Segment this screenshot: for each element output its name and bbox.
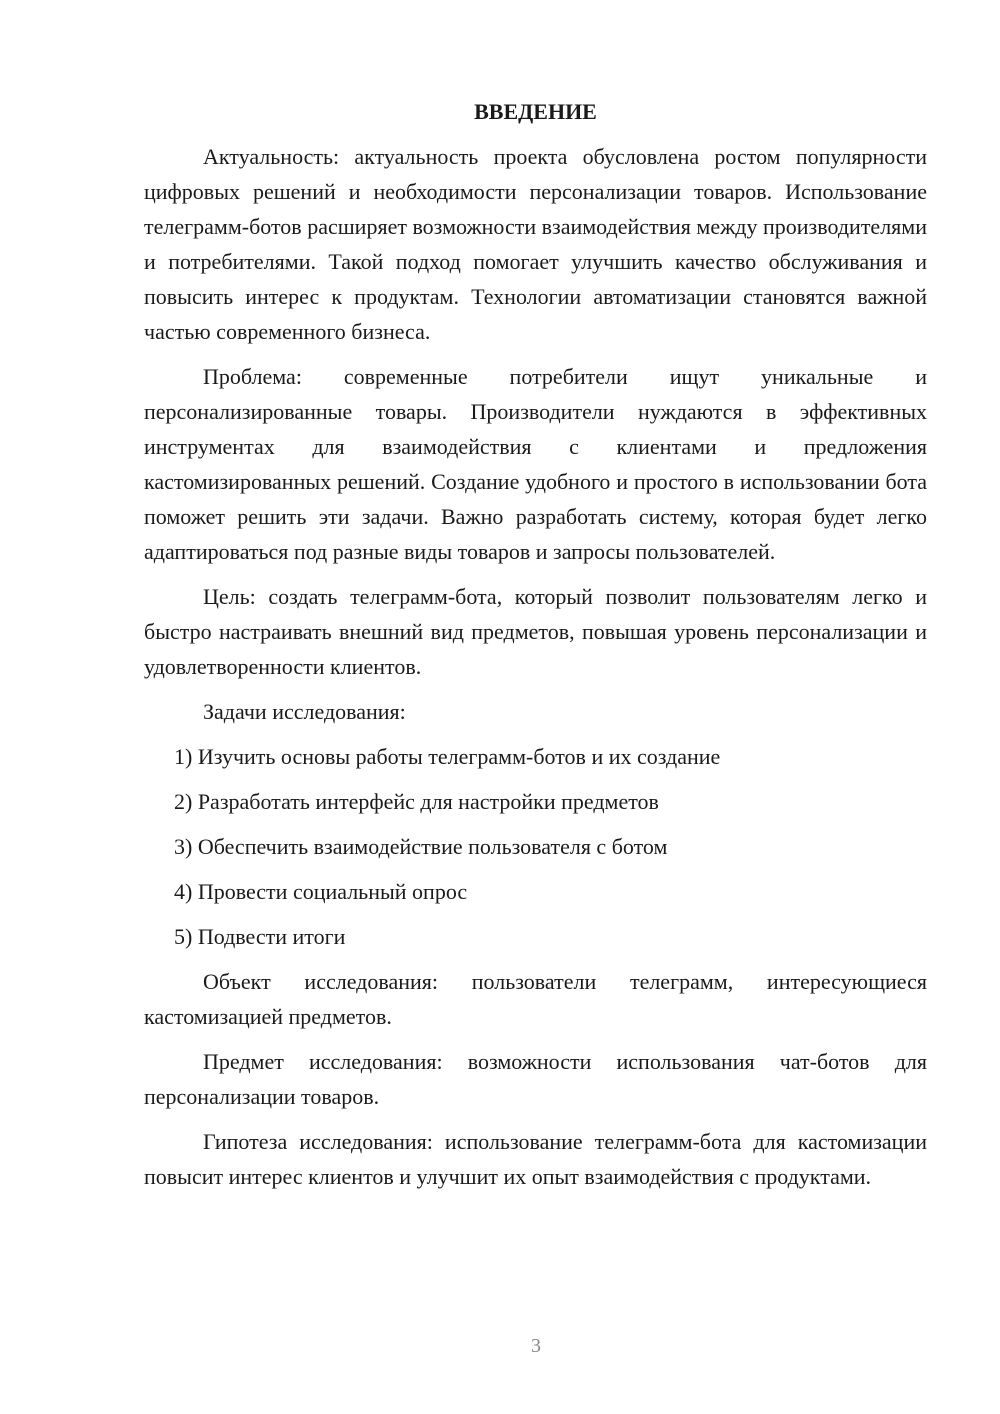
- paragraph-object: Объект исследования: пользователи телеграмм, интересующиеся кастомизацией предметов.: [144, 969, 927, 1029]
- paragraph-problem: Проблема: современные потребители ищут уникальные и персонализированные товары. Производители нуждаются в эффективных инструментах для взаимодействия с клиентами и предложения кастомизированных решений. Создание удобного и простого в использовании бота поможет решить эти задачи. Важно разработать систему, которая будет легко адаптироваться под разные виды товаров и запросы пользователей.: [144, 364, 927, 564]
- paragraph-goal: Цель: создать телеграмм-бота, который позволит пользователям легко и быстро настраивать внешний вид предметов, повышая уровень персонализации и удовлетворенности клиентов.: [144, 584, 927, 679]
- task-item: 2) Разработать интерфейс для настройки предметов: [174, 789, 659, 814]
- tasks-heading: Задачи исследования:: [203, 699, 406, 724]
- paragraph-hypothesis: Гипотеза исследования: использование телеграмм-бота для кастомизации повысит интерес клиентов и улучшит их опыт взаимодействия с продуктами.: [144, 1129, 927, 1189]
- paragraph-relevance: Актуальность: актуальность проекта обусловлена ростом популярности цифровых решений и необходимости персонализации товаров. Использование телеграмм-ботов расширяет возможности взаимодействия между производителями и потребителями. Такой подход помогает улучшить качество обслуживания и повысить интерес к продуктам. Технологии автоматизации становятся важной частью современного бизнеса.: [144, 144, 927, 344]
- task-item: 5) Подвести итоги: [174, 924, 346, 949]
- page-number: 3: [531, 1335, 541, 1357]
- page-content: [144, 94, 927, 1204]
- section-title: ВВЕДЕНИЕ: [474, 99, 597, 124]
- task-item: 4) Провести социальный опрос: [174, 879, 468, 904]
- paragraph-subject: Предмет исследования: возможности использования чат-ботов для персонализации товаров.: [144, 1049, 927, 1109]
- task-item: 3) Обеспечить взаимодействие пользователя с ботом: [174, 834, 668, 859]
- task-item: 1) Изучить основы работы телеграмм-ботов и их создание: [174, 744, 721, 769]
